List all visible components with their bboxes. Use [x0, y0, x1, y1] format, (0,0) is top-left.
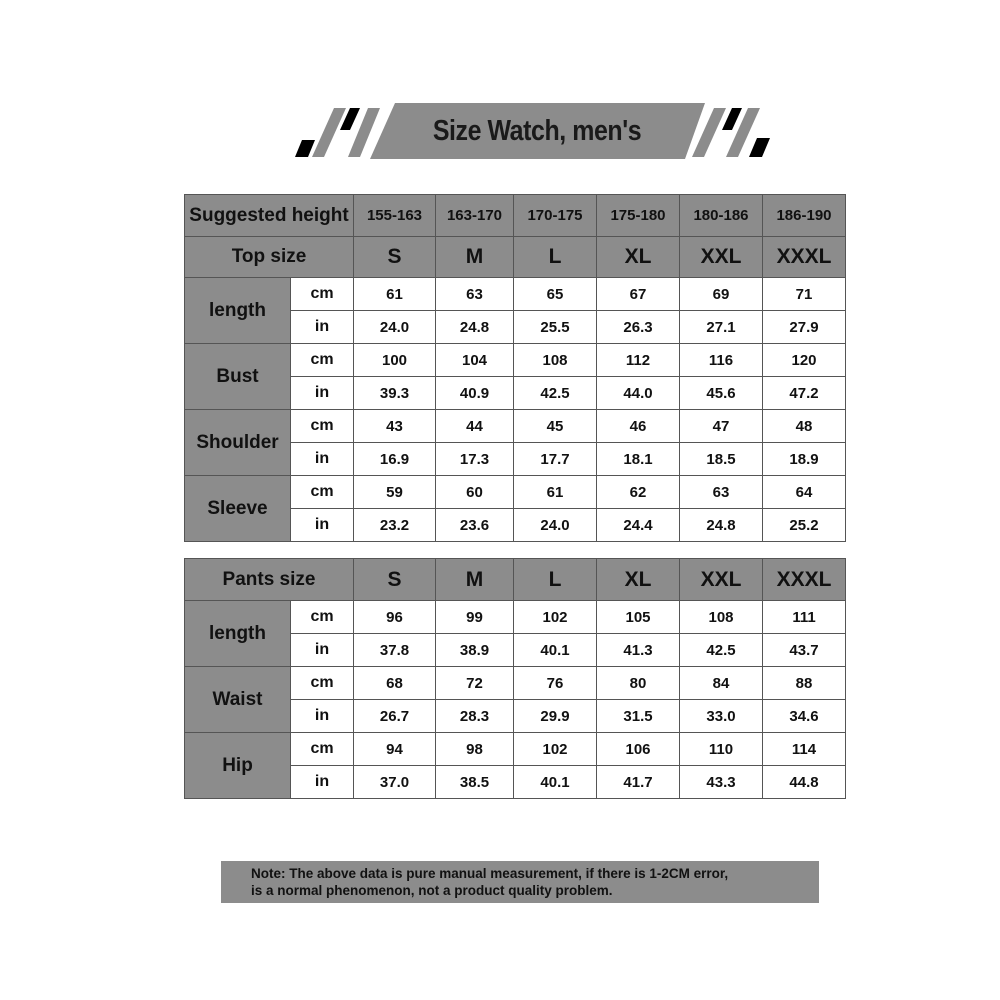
measure-value: 69	[680, 278, 763, 311]
measure-value: 44.0	[597, 377, 680, 410]
height-range: 170-175	[514, 195, 597, 237]
measure-value: 40.9	[436, 377, 514, 410]
size-header: XXXL	[763, 559, 846, 601]
measure-value: 72	[436, 667, 514, 700]
measure-value: 120	[763, 344, 846, 377]
table-row	[185, 667, 846, 700]
stripe-right-2	[722, 108, 742, 130]
measurement-note	[221, 861, 819, 903]
top-size-label: Top size	[185, 237, 354, 278]
measure-value: 71	[763, 278, 846, 311]
measure-value: 34.6	[763, 700, 846, 733]
measure-value: 26.3	[597, 311, 680, 344]
measure-value: 29.9	[514, 700, 597, 733]
measure-value: 102	[514, 601, 597, 634]
measure-value: 45	[514, 410, 597, 443]
measure-value: 47.2	[763, 377, 846, 410]
measure-value: 67	[597, 278, 680, 311]
measure-value: 23.2	[354, 509, 436, 542]
measure-value: 38.9	[436, 634, 514, 667]
measure-value: 24.8	[680, 509, 763, 542]
measure-value: 62	[597, 476, 680, 509]
measure-value: 37.0	[354, 766, 436, 799]
measure-value: 80	[597, 667, 680, 700]
height-range: 175-180	[597, 195, 680, 237]
measure-value: 25.2	[763, 509, 846, 542]
unit-label: in	[291, 634, 354, 667]
measure-value: 18.5	[680, 443, 763, 476]
measure-value: 31.5	[597, 700, 680, 733]
measure-value: 24.0	[354, 311, 436, 344]
unit-label: in	[291, 377, 354, 410]
measure-value: 110	[680, 733, 763, 766]
measure-value: 64	[763, 476, 846, 509]
measure-value: 24.8	[436, 311, 514, 344]
measure-value: 45.6	[680, 377, 763, 410]
table-row	[185, 344, 846, 377]
measure-value: 42.5	[680, 634, 763, 667]
stripe-left-1	[295, 140, 315, 157]
measure-value: 96	[354, 601, 436, 634]
size-header: M	[436, 237, 514, 278]
measure-value: 63	[436, 278, 514, 311]
measure-value: 116	[680, 344, 763, 377]
size-header: L	[514, 559, 597, 601]
measure-label: Shoulder	[185, 410, 291, 476]
table-row	[185, 733, 846, 766]
size-header: XXL	[680, 237, 763, 278]
unit-label: cm	[291, 344, 354, 377]
height-range: 155-163	[354, 195, 436, 237]
size-header: XL	[597, 237, 680, 278]
measure-value: 28.3	[436, 700, 514, 733]
measure-value: 43	[354, 410, 436, 443]
measure-value: 37.8	[354, 634, 436, 667]
unit-label: in	[291, 766, 354, 799]
unit-label: cm	[291, 476, 354, 509]
measure-value: 17.3	[436, 443, 514, 476]
height-range: 180-186	[680, 195, 763, 237]
measure-value: 44.8	[763, 766, 846, 799]
measure-value: 25.5	[514, 311, 597, 344]
measure-value: 41.3	[597, 634, 680, 667]
measure-value: 100	[354, 344, 436, 377]
measure-value: 111	[763, 601, 846, 634]
measure-value: 44	[436, 410, 514, 443]
height-label: Suggested height	[185, 195, 354, 237]
size-header: XL	[597, 559, 680, 601]
size-header: S	[354, 237, 436, 278]
unit-label: cm	[291, 278, 354, 311]
measure-value: 88	[763, 667, 846, 700]
page-title: Size Watch, men's	[432, 114, 642, 147]
height-range: 186-190	[763, 195, 846, 237]
unit-label: cm	[291, 410, 354, 443]
measure-value: 16.9	[354, 443, 436, 476]
measure-value: 84	[680, 667, 763, 700]
note-line-2: is a normal phenomenon, not a product quality problem.	[251, 883, 613, 898]
table-row	[185, 278, 846, 311]
size-header: M	[436, 559, 514, 601]
measure-value: 59	[354, 476, 436, 509]
measure-value: 106	[597, 733, 680, 766]
pants-size-table	[184, 558, 846, 799]
measure-value: 18.9	[763, 443, 846, 476]
size-header: XXXL	[763, 237, 846, 278]
measure-value: 108	[514, 344, 597, 377]
unit-label: cm	[291, 667, 354, 700]
height-range: 163-170	[436, 195, 514, 237]
measure-value: 47	[680, 410, 763, 443]
measure-value: 60	[436, 476, 514, 509]
measure-value: 33.0	[680, 700, 763, 733]
measure-value: 26.7	[354, 700, 436, 733]
measure-label: Sleeve	[185, 476, 291, 542]
measure-value: 65	[514, 278, 597, 311]
measure-value: 42.5	[514, 377, 597, 410]
measure-value: 102	[514, 733, 597, 766]
measure-value: 48	[763, 410, 846, 443]
measure-value: 24.0	[514, 509, 597, 542]
measure-value: 27.9	[763, 311, 846, 344]
stripe-right-4	[749, 138, 770, 157]
unit-label: in	[291, 311, 354, 344]
measure-value: 40.1	[514, 634, 597, 667]
size-header: S	[354, 559, 436, 601]
note-line-1: Note: The above data is pure manual measurement, if there is 1-2CM error,	[251, 866, 729, 881]
measure-value: 99	[436, 601, 514, 634]
measure-value: 39.3	[354, 377, 436, 410]
measure-value: 114	[763, 733, 846, 766]
unit-label: in	[291, 509, 354, 542]
size-header: XXL	[680, 559, 763, 601]
pants-size-label: Pants size	[185, 559, 354, 601]
measure-value: 105	[597, 601, 680, 634]
measure-value: 23.6	[436, 509, 514, 542]
measure-value: 43.3	[680, 766, 763, 799]
measure-value: 46	[597, 410, 680, 443]
measure-value: 61	[354, 278, 436, 311]
measure-value: 41.7	[597, 766, 680, 799]
measure-value: 63	[680, 476, 763, 509]
unit-label: cm	[291, 601, 354, 634]
measure-value: 61	[514, 476, 597, 509]
unit-label: in	[291, 443, 354, 476]
table-row	[185, 476, 846, 509]
table-row	[185, 410, 846, 443]
measure-value: 43.7	[763, 634, 846, 667]
measure-value: 24.4	[597, 509, 680, 542]
measure-value: 108	[680, 601, 763, 634]
measure-value: 94	[354, 733, 436, 766]
measure-value: 76	[514, 667, 597, 700]
table-row	[185, 601, 846, 634]
size-header: L	[514, 237, 597, 278]
measure-label: Hip	[185, 733, 291, 799]
measure-value: 17.7	[514, 443, 597, 476]
measure-value: 98	[436, 733, 514, 766]
unit-label: cm	[291, 733, 354, 766]
measure-value: 18.1	[597, 443, 680, 476]
measure-label: length	[185, 601, 291, 667]
measure-value: 68	[354, 667, 436, 700]
measure-label: Bust	[185, 344, 291, 410]
measure-value: 38.5	[436, 766, 514, 799]
measure-value: 112	[597, 344, 680, 377]
measure-label: length	[185, 278, 291, 344]
unit-label: in	[291, 700, 354, 733]
measure-value: 40.1	[514, 766, 597, 799]
top-size-table	[184, 194, 846, 542]
stripe-left-2	[312, 108, 346, 157]
measure-label: Waist	[185, 667, 291, 733]
measure-value: 104	[436, 344, 514, 377]
measure-value: 27.1	[680, 311, 763, 344]
